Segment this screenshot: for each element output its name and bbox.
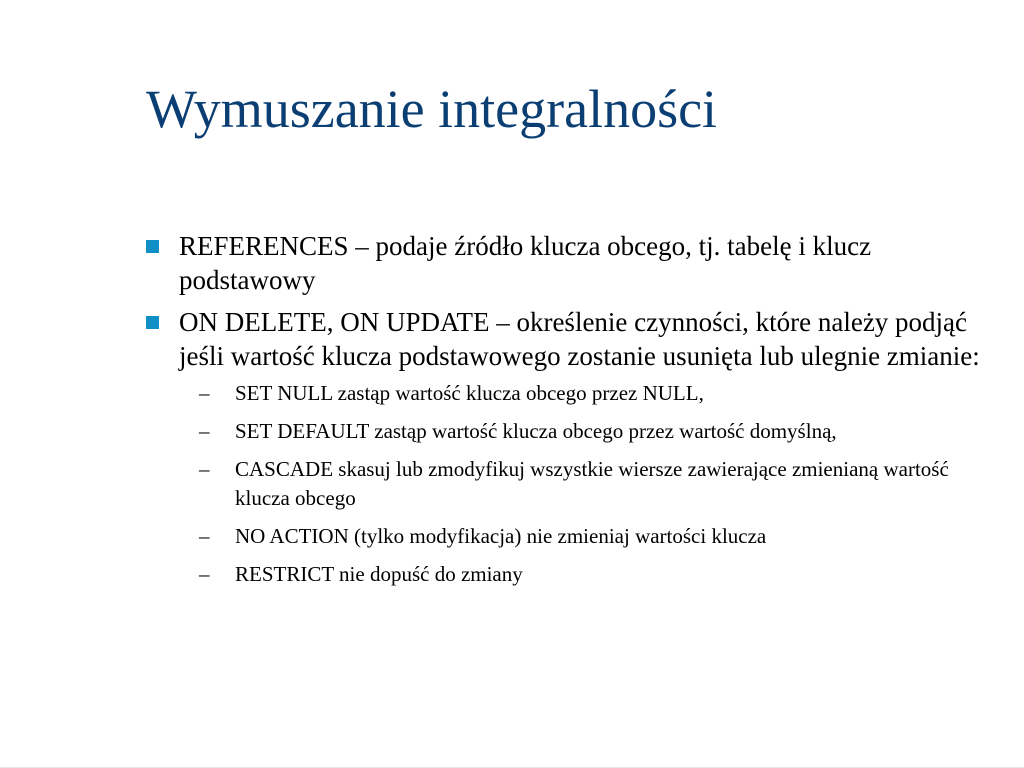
dash-bullet-icon: – xyxy=(199,524,210,548)
bullet-item-references xyxy=(143,229,993,297)
sub-item-set-null xyxy=(189,379,993,408)
square-bullet-icon xyxy=(146,240,159,253)
bullet-list xyxy=(143,229,993,589)
sub-item-set-default xyxy=(189,417,993,446)
sub-bullet-list xyxy=(179,379,993,589)
bullet-item-on-delete-on-update xyxy=(143,305,993,589)
bullet-text: ON DELETE, ON UPDATE – określenie czynności, które należy podjąć jeśli wartość klucza podstawowego zostanie usunięta lub ulegnie zmianie: xyxy=(179,307,980,371)
dash-bullet-icon: – xyxy=(199,419,210,443)
sub-item-text: SET DEFAULT zastąp wartość klucza obcego przez wartość domyślną, xyxy=(235,419,837,443)
square-bullet-icon xyxy=(146,316,159,329)
slide-title: Wymuszanie integralności xyxy=(146,79,718,139)
dash-bullet-icon: – xyxy=(199,457,210,481)
sub-item-no-action xyxy=(189,522,993,551)
dash-bullet-icon: – xyxy=(199,562,210,586)
sub-item-text: CASCADE skasuj lub zmodyfikuj wszystkie wiersze zawierające zmienianą wartość klucza obcego xyxy=(235,457,949,510)
sub-item-restrict xyxy=(189,560,993,589)
bullet-text: REFERENCES – podaje źródło klucza obcego, tj. tabelę i klucz podstawowy xyxy=(179,231,872,295)
sub-item-cascade xyxy=(189,455,993,513)
sub-item-text: SET NULL zastąp wartość klucza obcego przez NULL, xyxy=(235,381,704,405)
slide-content xyxy=(143,229,993,598)
dash-bullet-icon: – xyxy=(199,381,210,405)
sub-item-text: NO ACTION (tylko modyfikacja) nie zmieniaj wartości klucza xyxy=(235,524,767,548)
sub-item-text: RESTRICT nie dopuść do zmiany xyxy=(235,562,523,586)
